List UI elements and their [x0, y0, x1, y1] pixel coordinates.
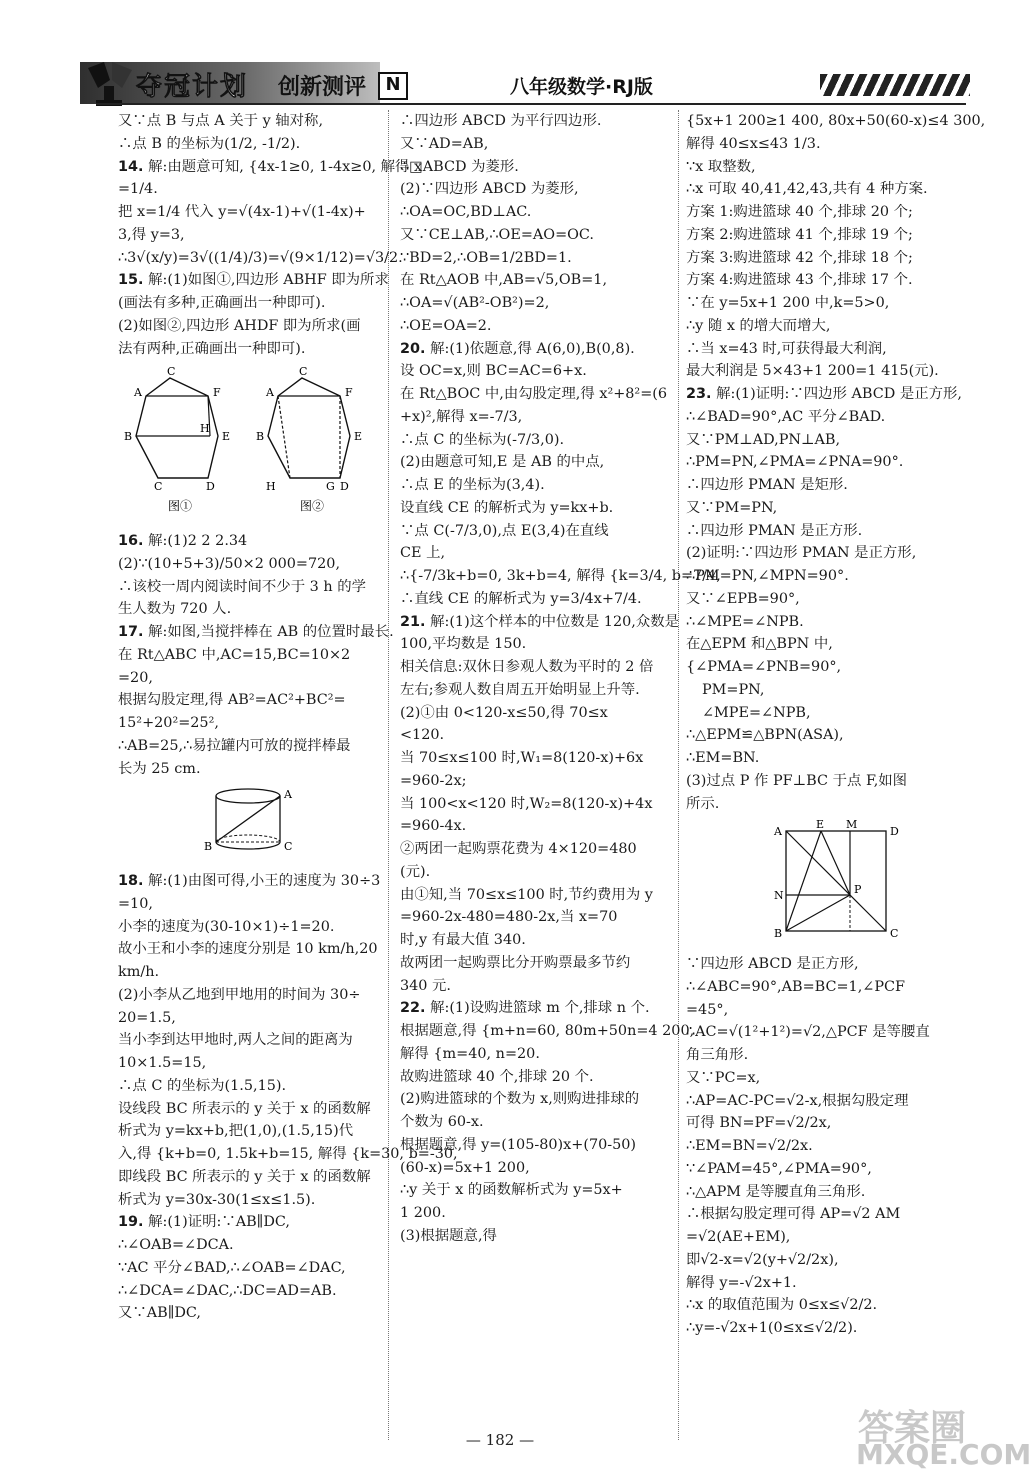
figure-caption: 图②	[300, 499, 325, 514]
text-line: ∵点 C(-7/3,0),点 E(3,4)在直线	[400, 522, 609, 539]
watermark-logo: 答案圈	[858, 1408, 967, 1449]
text-line: 设 OC=x,则 BC=AC=6+x.	[400, 363, 587, 380]
vertex-label: B	[204, 840, 213, 854]
text-line: 又∵AB∥DC,	[118, 1305, 202, 1322]
vertex-label: A	[134, 386, 142, 400]
text-line: CE 上,	[400, 545, 446, 562]
text-line: 方案 3:购进篮球 42 个,排球 18 个;	[686, 249, 913, 266]
text-line: 所示.	[686, 795, 720, 812]
text-line: ∴直线 CE 的解析式为 y=3/4x+7/4.	[400, 590, 642, 607]
text-line: (2)①由 0<120-x≤50,得 70≤x	[400, 704, 608, 721]
text-line: +x)²,解得 x=-7/3,	[400, 408, 523, 425]
text-line: PM=PN,	[702, 681, 765, 698]
text-line: 最大利润是 5×43+1 200=1 415(元).	[686, 363, 939, 380]
vertex-label: D	[340, 480, 349, 494]
text-line: 析式为 y=kx+b,把(1,0),(1.5,15)代	[118, 1123, 354, 1140]
text-line: =1/4.	[118, 181, 158, 198]
text-line: ∴y 关于 x 的函数解析式为 y=5x+	[400, 1182, 623, 1199]
text-line: ∴根据勾股定理可得 AP=√2 AM	[686, 1206, 901, 1223]
text-line: ∴3√(x/y)=3√((1/4)/3)=√(9×1/12)=√3/2.	[118, 249, 403, 266]
vertex-label: C	[890, 927, 899, 941]
text-line: 当 70≤x≤100 时,W₁=8(120-x)+6x	[400, 750, 644, 766]
text-line: ∴四边形 PMAN 是正方形.	[686, 522, 863, 539]
text-line: 根据勾股定理,得 AB²=AC²+BC²=	[118, 692, 346, 709]
text-line: 相关信息:双休日参观人数为平时的 2 倍	[400, 659, 654, 675]
vertex-label: H	[200, 422, 210, 436]
text-line: 解得 {m=40, n=20.	[400, 1045, 540, 1062]
header-rule	[96, 103, 966, 105]
text-line: ∴PM=PN,∠MPN=90°.	[686, 568, 849, 584]
text-line: 时,y 有最大值 340.	[400, 932, 526, 948]
answer-22: 22. 解:(1)设购进篮球 m 个,排球 n 个.	[400, 1000, 650, 1017]
text-line: 生人数为 720 人.	[118, 601, 232, 618]
brand-subtitle: 创新测评	[278, 75, 367, 100]
column-divider	[678, 110, 679, 1440]
cylinder-figure	[118, 786, 378, 856]
text-line: ∴y=-√2x+1(0≤x≤√2/2).	[686, 1320, 858, 1336]
text-line: 当小李到达甲地时,两人之间的距离为	[118, 1032, 353, 1049]
text-line: (3)根据题意,得	[400, 1227, 497, 1244]
text-line: 方案 2:购进篮球 41 个,排球 19 个;	[686, 226, 913, 243]
text-line: (画法有多种,正确画出一种即可).	[118, 295, 326, 311]
vertex-label: G	[326, 480, 335, 494]
text-line: 在 Rt△ABC 中,AC=15,BC=10×2	[118, 646, 351, 663]
text-line: ∴∠BAD=90°,AC 平分∠BAD.	[686, 408, 886, 425]
problem-number: 18.	[118, 873, 144, 889]
answer-21: 21. 解:(1)这个样本的中位数是 120,众数是	[400, 613, 680, 630]
text-line: ∵∠PAM=45°,∠PMA=90°,	[686, 1160, 872, 1177]
brand-badge: N	[378, 72, 408, 100]
vertex-label: C	[284, 840, 293, 854]
text-line: 解得 40≤x≤43 1/3.	[686, 135, 821, 152]
text-line: 根据题意,得 y=(105-80)x+(70-50)	[400, 1136, 637, 1153]
answer-20: 20. 解:(1)依题意,得 A(6,0),B(0,8).	[400, 340, 635, 357]
trophy-logo-icon	[82, 58, 138, 108]
text-line: ∴△APM 是等腰直角三角形.	[686, 1183, 866, 1200]
column-divider	[388, 110, 389, 1440]
text-line: {∠PMA=∠PNB=90°,	[686, 659, 842, 675]
text-line: 左右;参观人数自周五开始明显上升等.	[400, 681, 640, 698]
text-line: (2)由题意可知,E 是 AB 的中点,	[400, 454, 605, 471]
figure-caption: 图①	[168, 499, 193, 514]
text-line: =960-2x-480=480-2x,当 x=70	[400, 909, 618, 926]
text-line: 15²+20²=25²,	[118, 715, 219, 731]
problem-number: 21.	[400, 613, 426, 630]
vertex-label: A	[284, 788, 292, 802]
text-line: ∴y 随 x 的增大而增大,	[686, 317, 831, 334]
square-figure	[686, 818, 970, 941]
vertex-label: A	[774, 825, 782, 839]
text-line: ∴点 C 的坐标为(1.5,15).	[118, 1077, 287, 1094]
text-line: 设线段 BC 所表示的 y 关于 x 的函数解	[118, 1100, 371, 1117]
vertex-label: C	[299, 365, 308, 379]
vertex-label: E	[354, 430, 363, 444]
problem-number: 14.	[118, 158, 144, 175]
text-line: ∴x 的取值范围为 0≤x≤√2/2.	[686, 1297, 878, 1314]
hexagon-figures	[118, 366, 378, 516]
vertex-label: M	[846, 818, 858, 832]
text-line: ∴点 C 的坐标为(-7/3,0).	[400, 431, 565, 448]
text-line: 又∵AD=AB,	[400, 135, 489, 152]
vertex-label: B	[774, 927, 783, 941]
column-right	[686, 110, 986, 1340]
answer-17: 17. 解:如图,当搅拌棒在 AB 的位置时最长.	[118, 624, 394, 640]
text-line: 根据题意,得 {m+n=60, 80m+50n=4 200,	[400, 1023, 695, 1039]
text-line: km/h.	[118, 964, 160, 980]
text-line: 析式为 y=30x-30(1≤x≤1.5).	[118, 1191, 316, 1208]
text-line: 方案 1:购进篮球 40 个,排球 20 个;	[686, 204, 913, 220]
text-line: 1 200.	[400, 1205, 446, 1221]
text-line: 又∵CE⊥AB,∴OE=AO=OC.	[400, 226, 595, 243]
vertex-label: C	[154, 480, 163, 494]
text-line: 10×1.5=15,	[118, 1055, 207, 1071]
text-line: 由①知,当 70≤x≤100 时,节约费用为 y	[400, 886, 653, 903]
vertex-label: D	[206, 480, 215, 494]
page-number: — 182 —	[465, 1431, 535, 1449]
text-line: 故小王和小李的速度分别是 10 km/h,20	[118, 941, 378, 958]
text-line: ∴∠MPE=∠NPB.	[686, 613, 804, 630]
vertex-label: F	[213, 386, 221, 400]
text-line: 又∵PM⊥AD,PN⊥AB,	[686, 431, 841, 448]
text-line: ∴AC=√(1²+1²)=√2,△PCF 是等腰直	[686, 1024, 930, 1041]
text-line: ∴OA=OC,BD⊥AC.	[400, 204, 532, 220]
answer-23: 23. 解:(1)证明:∵四边形 ABCD 是正方形,	[686, 386, 962, 402]
text-line: ∴四边形 PMAN 是矩形.	[686, 477, 848, 493]
text-line: (2)证明:∵四边形 PMAN 是正方形,	[686, 545, 917, 562]
vertex-label: P	[854, 883, 862, 897]
text-line: (2)∵(10+5+3)/50×2 000=720,	[118, 555, 341, 572]
text-line: ∴{-7/3k+b=0, 3k+b=4, 解得 {k=3/4, b=7/4,	[400, 568, 721, 584]
text-line: =45°,	[686, 1001, 729, 1018]
problem-number: 22.	[400, 1000, 426, 1017]
text-line: 又∵∠EPB=90°,	[686, 590, 800, 607]
vertex-label: H	[266, 480, 276, 494]
text-line: ∴EM=BN.	[686, 750, 760, 766]
text-line: =√2(AE+EM),	[686, 1229, 791, 1245]
text-line: ∴四边形 ABCD 为平行四边形.	[400, 113, 602, 129]
text-line: 100,平均数是 150.	[400, 636, 527, 653]
vertex-label: D	[890, 825, 899, 839]
text-line: 又∵点 B 与点 A 关于 y 轴对称,	[118, 113, 324, 129]
vertex-label: E	[816, 818, 825, 832]
problem-number: 16.	[118, 533, 144, 549]
text-line: ∴EM=BN=√2/2x.	[686, 1138, 813, 1154]
text-line: =20,	[118, 669, 153, 686]
answer-18: 18. 解:(1)由图可得,小王的速度为 30÷3	[118, 873, 381, 889]
text-line: ∴OA=√(AB²-OB²)=2,	[400, 295, 550, 311]
text-line: ∠MPE=∠NPB,	[702, 704, 811, 721]
problem-number: 17.	[118, 624, 144, 640]
vertex-label: N	[774, 889, 784, 903]
text-line: ∴□ABCD 为菱形.	[400, 158, 519, 175]
text-line: 入,得 {k+b=0, 1.5k+b=15, 解得 {k=30, b=-30,	[118, 1146, 458, 1162]
text-line: ∵BD=2,∴OB=1/2BD=1.	[400, 249, 572, 266]
answer-15: 15. 解:(1)如图①,四边形 ABHF 即为所求	[118, 272, 389, 289]
text-line: 340 元.	[400, 977, 452, 994]
text-line: 在△EPM 和△BPN 中,	[686, 636, 833, 653]
problem-number: 15.	[118, 272, 144, 289]
text-line: ∴OE=OA=2.	[400, 317, 492, 334]
vertex-label: A	[266, 386, 274, 400]
text-line: ∴x 可取 40,41,42,43,共有 4 种方案.	[686, 181, 928, 198]
text-line: 即线段 BC 所表示的 y 关于 x 的函数解	[118, 1168, 371, 1185]
text-line: 法有两种,正确画出一种即可).	[118, 340, 306, 357]
text-line: =10,	[118, 895, 153, 912]
text-line: ∵在 y=5x+1 200 中,k=5>0,	[686, 295, 890, 311]
text-line: 在 Rt△AOB 中,AB=√5,OB=1,	[400, 272, 608, 289]
text-line: {5x+1 200≥1 400, 80x+50(60-x)≤4 300,	[686, 113, 986, 129]
text-line: 在 Rt△BOC 中,由勾股定理,得 x²+8²=(6	[400, 386, 668, 402]
text-line: 小李的速度为(30-10×1)÷1=20.	[118, 918, 335, 935]
problem-number: 19.	[118, 1214, 144, 1231]
text-line: 角三角形.	[686, 1047, 749, 1063]
text-line: 3,得 y=3,	[118, 226, 185, 243]
brand-title: 夺冠计划	[136, 72, 249, 102]
problem-number: 20.	[400, 340, 426, 357]
text-line: (3)过点 P 作 PF⊥BC 于点 F,如图	[686, 772, 908, 789]
text-line: ∴∠DCA=∠DAC,∴DC=AD=AB.	[118, 1282, 337, 1299]
text-line: 可得 BN=PF=√2/2x,	[686, 1115, 832, 1132]
text-line: 又∵PC=x,	[686, 1069, 761, 1086]
answer-16: 16. 解:(1)2 2 2.34	[118, 533, 248, 549]
vertex-label: C	[167, 365, 176, 379]
text-line: ∴△EPM≌△BPN(ASA),	[686, 727, 844, 744]
text-line: ∴该校一周内阅读时间不少于 3 h 的学	[118, 578, 367, 595]
text-line: ∴点 B 的坐标为(1/2, -1/2).	[118, 135, 301, 152]
text-line: ∴PM=PN,∠PMA=∠PNA=90°.	[686, 454, 904, 471]
header-stripes-decoration	[820, 74, 970, 96]
text-line: 故购进篮球 40 个,排球 20 个.	[400, 1068, 594, 1085]
text-line: <120.	[400, 727, 445, 744]
vertex-label: E	[222, 430, 231, 444]
text-line: (2)∵四边形 ABCD 为菱形,	[400, 181, 579, 198]
text-line: ∵x 取整数,	[686, 158, 756, 175]
problem-number: 23.	[686, 386, 712, 402]
text-line: 个数为 60-x.	[400, 1114, 484, 1130]
text-line: 方案 4:购进篮球 43 个,排球 17 个.	[686, 272, 913, 289]
text-line: (60-x)=5x+1 200,	[400, 1159, 530, 1176]
text-line: ∴点 E 的坐标为(3,4).	[400, 477, 545, 493]
text-line: 长为 25 cm.	[118, 760, 201, 777]
watermark-url: MXQE.COM	[856, 1438, 1031, 1471]
text-line: (2)小李从乙地到甲地用的时间为 30÷	[118, 986, 361, 1003]
text-line: 即√2-x=√2(y+√2/2x),	[686, 1251, 839, 1268]
vertex-label: F	[345, 386, 353, 400]
text-line: ∴∠ABC=90°,AB=BC=1,∠PCF	[686, 978, 906, 995]
text-line: ∵AC 平分∠BAD,∴∠OAB=∠DAC,	[118, 1259, 346, 1276]
text-line: 设直线 CE 的解析式为 y=kx+b.	[400, 499, 614, 516]
text-line: (元).	[400, 863, 431, 880]
text-line: (2)购进篮球的个数为 x,则购进排球的	[400, 1091, 640, 1108]
text-line: 又∵PM=PN,	[686, 499, 778, 516]
text-line: =960-4x.	[400, 818, 467, 835]
text-line: 把 x=1/4 代入 y=√(4x-1)+√(1-4x)+	[118, 204, 366, 220]
text-line: 20=1.5,	[118, 1009, 176, 1026]
text-line: 故两团一起购票比分开购票最多节约	[400, 954, 631, 971]
text-line: (2)如图②,四边形 AHDF 即为所求(画	[118, 317, 361, 334]
answer-14: 14. 解:由题意可知, {4x-1≥0, 1-4x≥0, 解得 x	[118, 158, 423, 175]
text-line: 解得 y=-√2x+1.	[686, 1274, 797, 1291]
vertex-label: B	[256, 430, 265, 444]
text-line: ∴AP=AC-PC=√2-x,根据勾股定理	[686, 1092, 909, 1109]
page-header	[0, 0, 1000, 110]
text-line: ∴AB=25,∴易拉罐内可放的搅拌棒最	[118, 737, 351, 754]
text-line: ②两团一起购票花费为 4×120=480	[400, 841, 637, 857]
text-line: ∵四边形 ABCD 是正方形,	[686, 956, 859, 972]
answer-19: 19. 解:(1)证明:∵AB∥DC,	[118, 1214, 290, 1231]
text-line: ∴∠OAB=∠DCA.	[118, 1237, 234, 1253]
text-line: 当 100<x<120 时,W₂=8(120-x)+4x	[400, 795, 653, 812]
vertex-label: B	[124, 430, 133, 444]
text-line: ∴当 x=43 时,可获得最大利润,	[686, 340, 887, 357]
text-line: =960-2x;	[400, 772, 467, 789]
book-title: 八年级数学·RJ版	[510, 76, 653, 98]
